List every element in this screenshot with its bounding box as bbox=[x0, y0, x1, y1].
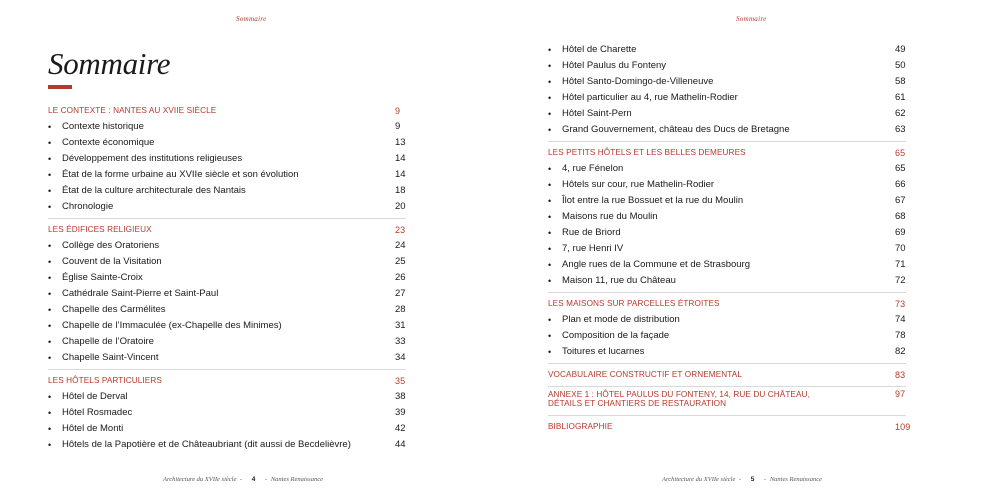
bullet-icon: • bbox=[48, 154, 52, 164]
footer-series: Nantes Renaissance bbox=[769, 476, 822, 483]
bullet-icon: • bbox=[548, 196, 552, 206]
toc-entry[interactable] bbox=[48, 286, 406, 302]
toc-entry-label: LE CONTEXTE : NANTES AU XVIIE SIÈCLE bbox=[48, 106, 217, 115]
bullet-icon: • bbox=[48, 241, 52, 251]
toc-page-number: 13 bbox=[395, 137, 406, 148]
toc-entry-label: Hôtel de Derval bbox=[62, 391, 128, 402]
toc-entry-label: Hôtel de Charette bbox=[562, 44, 637, 55]
toc-section-heading[interactable] bbox=[548, 367, 906, 383]
toc-entry[interactable] bbox=[548, 106, 906, 122]
toc-page-number: 49 bbox=[895, 44, 906, 55]
toc-page-number: 23 bbox=[395, 225, 406, 235]
bullet-icon: • bbox=[48, 337, 52, 347]
toc-entry[interactable] bbox=[548, 58, 906, 74]
toc-page-number: 39 bbox=[395, 407, 406, 418]
toc-entry-label: Chapelle Saint-Vincent bbox=[62, 352, 159, 363]
toc-entry-label: Rue de Briord bbox=[562, 227, 621, 238]
toc-entry-label: Hôtel Rosmadec bbox=[62, 407, 133, 418]
toc-page-number: 44 bbox=[395, 439, 406, 450]
bullet-icon: • bbox=[48, 353, 52, 363]
toc-entry-label: Maisons rue du Moulin bbox=[562, 211, 658, 222]
toc-entry-label: Hôtels sur cour, rue Mathelin-Rodier bbox=[562, 179, 715, 190]
bullet-icon: • bbox=[548, 61, 552, 71]
bullet-icon: • bbox=[548, 347, 552, 357]
page-number: 5 bbox=[750, 476, 755, 483]
toc-entry[interactable] bbox=[548, 177, 906, 193]
toc-page-number: 28 bbox=[395, 304, 406, 315]
toc-page-number: 78 bbox=[895, 330, 906, 341]
toc-page-number: 70 bbox=[895, 243, 906, 254]
toc-page-number: 24 bbox=[395, 240, 406, 251]
bullet-icon: • bbox=[548, 93, 552, 103]
toc-entry-label: 4, rue Fénelon bbox=[562, 163, 624, 174]
toc-entry-label: Maison 11, rue du Château bbox=[562, 275, 676, 286]
toc-entry[interactable] bbox=[548, 193, 906, 209]
toc-page-number: 31 bbox=[395, 320, 406, 331]
title-underline bbox=[48, 85, 72, 89]
toc-entry-label: Chapelle de l’Oratoire bbox=[62, 336, 154, 347]
toc-page-number: 9 bbox=[395, 121, 401, 132]
toc-entry[interactable] bbox=[548, 74, 906, 90]
toc-entry-label: Hôtel Saint-Pern bbox=[562, 108, 632, 119]
toc-page-number: 74 bbox=[895, 314, 906, 325]
toc-entry-label: Chapelle de l’Immaculée (ex-Chapelle des Minimes) bbox=[62, 320, 282, 331]
toc-page-number: 109 bbox=[895, 422, 911, 432]
toc-entry[interactable] bbox=[548, 225, 906, 241]
toc-entry-label: Plan et mode de distribution bbox=[562, 314, 680, 325]
toc-entry-label: Hôtel de Monti bbox=[62, 423, 124, 434]
bullet-icon: • bbox=[48, 202, 52, 212]
bullet-icon: • bbox=[548, 125, 552, 135]
toc-section-heading[interactable] bbox=[548, 390, 906, 412]
toc-page-number: 14 bbox=[395, 153, 406, 164]
toc-section-heading[interactable] bbox=[48, 103, 406, 119]
toc-entry[interactable] bbox=[48, 421, 406, 437]
toc-page-number: 72 bbox=[895, 275, 906, 286]
toc-page-number: 50 bbox=[895, 60, 906, 71]
running-head-left: Sommaire bbox=[236, 15, 267, 23]
toc-entry[interactable] bbox=[48, 135, 406, 151]
bullet-icon: • bbox=[548, 315, 552, 325]
toc-section-heading[interactable] bbox=[48, 222, 406, 238]
toc-entry[interactable] bbox=[48, 302, 406, 318]
toc-entry-label: Église Sainte-Croix bbox=[62, 272, 143, 283]
toc-entry-label: Îlot entre la rue Bossuet et la rue du Moulin bbox=[562, 195, 744, 206]
toc-entry-label: BIBLIOGRAPHIE bbox=[548, 422, 613, 431]
bullet-icon: • bbox=[548, 77, 552, 87]
footer-book-title: Architecture du XVIIe siècle bbox=[662, 476, 736, 483]
toc-entry[interactable] bbox=[48, 254, 406, 270]
toc-page-number: 65 bbox=[895, 148, 906, 158]
toc-entry-label: Contexte économique bbox=[62, 137, 155, 148]
toc-left-column bbox=[48, 103, 406, 453]
toc-page-number: 14 bbox=[395, 169, 406, 180]
bullet-icon: • bbox=[48, 122, 52, 132]
toc-page-number: 33 bbox=[395, 336, 406, 347]
toc-entry[interactable] bbox=[48, 151, 406, 167]
toc-page-number: 38 bbox=[395, 391, 406, 402]
toc-entry-label: Hôtel Paulus du Fonteny bbox=[562, 60, 667, 71]
toc-entry[interactable] bbox=[548, 161, 906, 177]
toc-entry-label: VOCABULAIRE CONSTRUCTIF ET ORNEMENTAL bbox=[548, 370, 743, 379]
toc-page-number: 82 bbox=[895, 346, 906, 357]
toc-entry[interactable] bbox=[48, 405, 406, 421]
toc-entry[interactable] bbox=[548, 312, 906, 328]
toc-entry-label: ANNEXE 1 : HÔTEL PAULUS DU FONTENY, 14, RUE DU CHÂTEAU, DÉTAILS ET CHANTIERS DE RESTAURATION bbox=[548, 390, 810, 408]
toc-right-column bbox=[548, 42, 911, 435]
toc-entry-label: LES ÉDIFICES RELIGIEUX bbox=[48, 225, 152, 234]
toc-entry[interactable] bbox=[548, 90, 906, 106]
bullet-icon: • bbox=[548, 45, 552, 55]
toc-entry[interactable] bbox=[548, 209, 906, 225]
toc-page-number: 83 bbox=[895, 370, 906, 380]
bullet-icon: • bbox=[48, 321, 52, 331]
toc-entry-label: Cathédrale Saint-Pierre et Saint-Paul bbox=[62, 288, 219, 299]
toc-page-number: 34 bbox=[395, 352, 406, 363]
toc-entry[interactable] bbox=[548, 328, 906, 344]
toc-entry[interactable] bbox=[548, 344, 906, 360]
toc-entry-label: 7, rue Henri IV bbox=[562, 243, 624, 254]
toc-entry[interactable] bbox=[548, 241, 906, 257]
bullet-icon: • bbox=[548, 212, 552, 222]
toc-page-number: 62 bbox=[895, 108, 906, 119]
toc-entry-label: LES PETITS HÔTELS ET LES BELLES DEMEURES bbox=[548, 148, 746, 157]
toc-entry[interactable] bbox=[548, 257, 906, 273]
bullet-icon: • bbox=[48, 257, 52, 267]
toc-page-number: 26 bbox=[395, 272, 406, 283]
footer-series: Nantes Renaissance bbox=[270, 476, 323, 483]
toc-entry-label: Toitures et lucarnes bbox=[562, 346, 645, 357]
toc-page-number: 66 bbox=[895, 179, 906, 190]
bullet-icon: • bbox=[548, 276, 552, 286]
bullet-icon: • bbox=[48, 392, 52, 402]
toc-page-number: 18 bbox=[395, 185, 406, 196]
toc-entry-label: Composition de la façade bbox=[562, 330, 670, 341]
toc-entry[interactable] bbox=[48, 318, 406, 334]
toc-entry[interactable] bbox=[48, 350, 406, 366]
toc-entry-label: Angle rues de la Commune et de Strasbourg bbox=[562, 259, 750, 270]
bullet-icon: • bbox=[48, 170, 52, 180]
toc-page-number: 65 bbox=[895, 163, 906, 174]
bullet-icon: • bbox=[548, 180, 552, 190]
toc-page-number: 63 bbox=[895, 124, 906, 135]
toc-entry[interactable] bbox=[48, 334, 406, 350]
toc-page-number: 71 bbox=[895, 259, 906, 270]
toc-page-number: 73 bbox=[895, 299, 906, 309]
toc-page-number: 35 bbox=[395, 376, 406, 386]
bullet-icon: • bbox=[48, 289, 52, 299]
toc-entry[interactable] bbox=[548, 273, 906, 289]
toc-section-heading[interactable] bbox=[548, 296, 906, 312]
toc-page-number: 42 bbox=[395, 423, 406, 434]
bullet-icon: • bbox=[48, 138, 52, 148]
toc-page-number: 20 bbox=[395, 201, 406, 212]
toc-section-heading[interactable] bbox=[548, 145, 906, 161]
toc-entry[interactable] bbox=[548, 122, 906, 138]
footer-book-title: Architecture du XVIIe siècle bbox=[163, 476, 237, 483]
toc-page-number: 61 bbox=[895, 92, 906, 103]
toc-entry-label: Hôtel Santo-Domingo-de-Villeneuve bbox=[562, 76, 714, 87]
bullet-icon: • bbox=[548, 109, 552, 119]
toc-entry-label: LES MAISONS SUR PARCELLES ÉTROITES bbox=[548, 299, 720, 308]
toc-entry-label: Couvent de la Visitation bbox=[62, 256, 162, 267]
bullet-icon: • bbox=[48, 440, 52, 450]
toc-entry[interactable] bbox=[48, 199, 406, 215]
toc-entry[interactable] bbox=[48, 270, 406, 286]
toc-entry-label: État de la culture architecturale des Nantais bbox=[62, 185, 246, 196]
bullet-icon: • bbox=[48, 408, 52, 418]
toc-entry-label: Grand Gouvernement, château des Ducs de Bretagne bbox=[562, 124, 790, 135]
bullet-icon: • bbox=[548, 260, 552, 270]
toc-entry[interactable] bbox=[548, 42, 906, 58]
toc-page-number: 69 bbox=[895, 227, 906, 238]
toc-entry-label: LES HÔTELS PARTICULIERS bbox=[48, 376, 162, 385]
toc-page-number: 68 bbox=[895, 211, 906, 222]
bullet-icon: • bbox=[48, 186, 52, 196]
toc-entry-label: Contexte historique bbox=[62, 121, 144, 132]
toc-page-number: 25 bbox=[395, 256, 406, 267]
toc-section-heading[interactable] bbox=[48, 373, 406, 389]
toc-entry[interactable] bbox=[48, 437, 406, 453]
toc-entry[interactable] bbox=[48, 238, 406, 254]
toc-page-number: 27 bbox=[395, 288, 406, 299]
page-number: 4 bbox=[251, 476, 256, 483]
toc-entry-label: Chapelle des Carmélites bbox=[62, 304, 166, 315]
toc-entry-label: Développement des institutions religieuses bbox=[62, 153, 243, 164]
running-head-right: Sommaire bbox=[736, 15, 767, 23]
toc-page-number: 9 bbox=[395, 106, 401, 116]
bullet-icon: • bbox=[548, 331, 552, 341]
toc-page-number: 67 bbox=[895, 195, 906, 206]
bullet-icon: • bbox=[48, 424, 52, 434]
toc-entry-label: Collège des Oratoriens bbox=[62, 240, 160, 251]
bullet-icon: • bbox=[48, 305, 52, 315]
bullet-icon: • bbox=[548, 164, 552, 174]
footer-left: Architecture du XVIIe siècle - 4 - Nantes Renaissance bbox=[163, 476, 323, 483]
toc-entry-label: Hôtels de la Papotière et de Châteaubriant (dit aussi de Becdelièvre) bbox=[62, 439, 351, 450]
toc-entry-label: Chronologie bbox=[62, 201, 114, 212]
bullet-icon: • bbox=[548, 228, 552, 238]
bullet-icon: • bbox=[548, 244, 552, 254]
bullet-icon: • bbox=[48, 273, 52, 283]
toc-entry[interactable] bbox=[48, 167, 406, 183]
page-title: Sommaire bbox=[48, 46, 171, 81]
toc-entry-label: État de la forme urbaine au XVIIe siècle et son évolution bbox=[62, 169, 299, 180]
toc-entry-label: Hôtel particulier au 4, rue Mathelin-Rodier bbox=[562, 92, 738, 103]
toc-section-heading[interactable] bbox=[548, 419, 911, 435]
toc-page-number: 97 bbox=[895, 389, 906, 399]
toc-entry[interactable] bbox=[48, 119, 406, 135]
toc-entry[interactable] bbox=[48, 389, 406, 405]
footer-right: Architecture du XVIIe siècle - 5 - Nantes Renaissance bbox=[662, 476, 822, 483]
toc-entry[interactable] bbox=[48, 183, 406, 199]
toc-page-number: 58 bbox=[895, 76, 906, 87]
